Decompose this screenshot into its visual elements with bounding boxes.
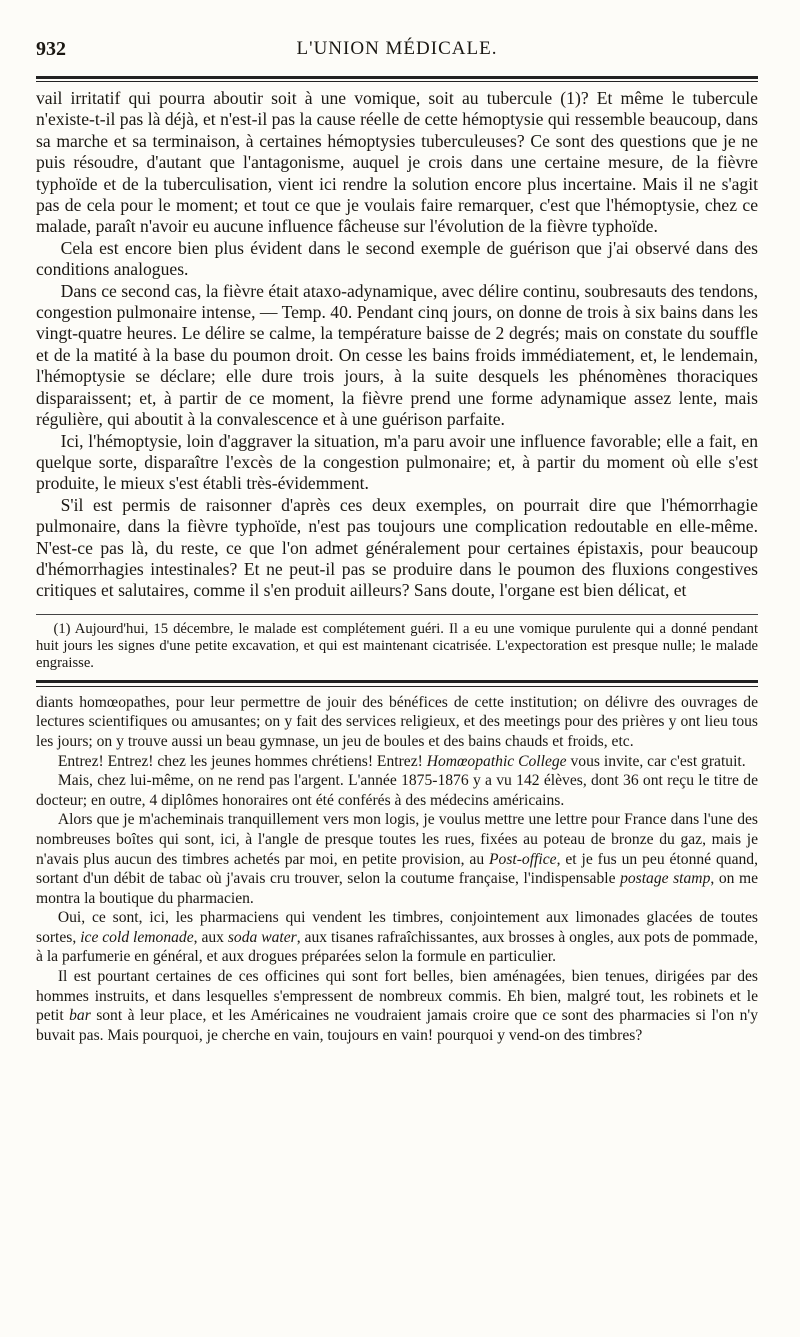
paragraph: S'il est permis de raisonner d'après ces deux exemples, on pourrait dire que l'hémorrhagie pulmonaire, dans la fièvre typhoïde, n'est pas toujours une complication redoutable en elle-même. N'est-ce pas là, du reste, ce que l'on admet généralement pour certaines épistaxis, pour beaucoup d'hémorrhagies intestinales? Et ne peut-il pas se produire dans le poumon des fluxions congestives critiques et salutaires, comme il s'en produit ailleurs? Sans doute, l'organe est bien délicat, et [36,494,758,601]
italic-text: ice cold lemonade [80,928,194,946]
text-run: Il est pourtant certaines de ces officines qui sont fort belles, bien aménagées, bien tenues, dirigées par des hommes instruits, et dans lesquelles s'empressent de nombreux commis. Eh bien, malgré tout, les robinets et le petit [36,968,758,1025]
italic-text: bar [69,1007,91,1025]
page-header [36,38,758,72]
main-text [36,88,758,602]
text-run: , et je fus un peu étonné quand, sortant d'un débit de tabac où j'avais cru trouver, selon la coutume française, l'indispensable [36,850,758,888]
text-run: Alors que je m'acheminais tranquillement vers mon logis, je voulus mettre une lettre pour France dans l'une des nombreuses boîtes qui sont, ici, à l'angle de presque toutes les rues, fixées au poteau de bronze du gaz, mais je n'avais plus aucun des timbres achetés par moi, en petite provision, au [36,811,758,868]
text-run: sont à leur place, et les Américaines ne voudraient jamais croire que ce sont des pharmacies si l'on n'y buvait pas. Mais pourquoi, je cherche en vain, toujours en vain! pourquoi y vend-on des timbres? [36,1007,758,1044]
feuilleton-rule-thin [36,686,758,687]
feuilleton-text [36,693,758,1046]
text-run: , aux [193,928,228,946]
text-run: , aux tisanes rafraîchissantes, aux brosses à ongles, aux pots de pommade, à la parfumerie en général, et aux drogues préparées selon la formule en particulier. [36,928,758,966]
header-rule-thin [36,81,758,82]
text-run: vous invite, car c'est gratuit. [566,752,746,770]
header-rule [36,76,758,79]
italic-text: postage stamp [620,870,711,888]
paragraph [36,810,758,908]
paragraph: Dans ce second cas, la fièvre était ataxo-adynamique, avec délire continu, soubresauts des tendons, congestion pulmonaire intense, — Temp. 40. Pendant cinq jours, on donne de trois à six bains dans les vingt-quatre heures. Le délire se calme, la température baisse de 2 degrés; mais on constate du souffle et de la matité à la base du poumon droit. On cesse les bains froids immédiatement, et, le lendemain, l'hémoptysie se déclare; elle dure trois jours, à la suite desquels les phénomènes thoraciques disparaissent; et, à partir de ce moment, la fièvre prend une forme adynamique assez lente, mais régulière, qui aboutit à la convalescence et à une guérison parfaite. [36,280,758,430]
paragraph [36,967,758,1045]
paragraph [36,908,758,967]
italic-text: Post-office [489,850,557,868]
italic-text: soda water [227,928,297,946]
footnote: (1) Aujourd'hui, 15 décembre, le malade est complétement guéri. Il a eu une vomique purulente qui a donné pendant huit jours les signes d'une petite excavation, et qui est maintenant cicatrisée. L'expectoration est presque nulle; le malade engraisse. [36,620,758,671]
paragraph: Ici, l'hémoptysie, loin d'aggraver la situation, m'a paru avoir une influence favorable; elle a fait, en quelque sorte, disparaître l'excès de la congestion pulmonaire; et, à partir du moment où elle s'est produite, le mieux s'est établi très-évidemment. [36,430,758,494]
text-run: , on me montra la boutique du pharmacien. [36,870,758,907]
footnote-rule [36,614,758,615]
text-run: Oui, ce sont, ici, les pharmaciens qui vendent les timbres, conjointement aux limonades glacées de toutes sortes, [36,909,758,946]
page-number: 932 [36,38,66,60]
feuilleton-rule [36,680,758,683]
paragraph: Cela est encore bien plus évident dans le second exemple de guérison que j'ai observé dans des conditions analogues. [36,237,758,280]
running-title: L'UNION MÉDICALE. [296,38,498,59]
italic-text: Homœopathic College [426,752,567,770]
paragraph: Mais, chez lui-même, on ne rend pas l'argent. L'année 1875-1876 y a vu 142 élèves, dont 36 ont reçu le titre de docteur; en outre, 4 diplômes honoraires ont été conférés à des médecins américains. [36,772,758,809]
paragraph [36,752,758,772]
text-run: Entrez! Entrez! chez les jeunes hommes chrétiens! Entrez! [57,752,427,770]
paragraph: vail irritatif qui pourra aboutir soit à une vomique, soit au tubercule (1)? Et même le tubercule n'existe-t-il pas là déjà, et n'est-il pas la cause réelle de cette hémoptysie qui ressemble beaucoup, dans sa marche et sa terminaison, à certaines hémoptysies tuberculeuses? Ce sont des questions que je ne puis résoudre, d'autant que l'antagonisme, auquel je crois dans une certaine mesure, de la fièvre typhoïde et de la tuberculisation, vient ici rendre la solution encore plus incertaine. Mais il ne s'agit pas de cela pour le moment; et tout ce que je voulais faire remarquer, c'est que l'hémoptysie, chez ce malade, paraît n'avoir eu aucune influence fâcheuse sur l'évolution de la fièvre typhoïde. [36,88,758,237]
paragraph: diants homœopathes, pour leur permettre de jouir des bénéfices de cette institution; on délivre des ouvrages de lectures scientifiques ou amusantes; on y fait des services religieux, et des meetings pour des prières y ont lieu tous les jours; on y trouve aussi un beau gymnase, un jeu de boules et des bains chauds et froids, etc. [36,693,758,750]
journal-page [36,38,758,1045]
